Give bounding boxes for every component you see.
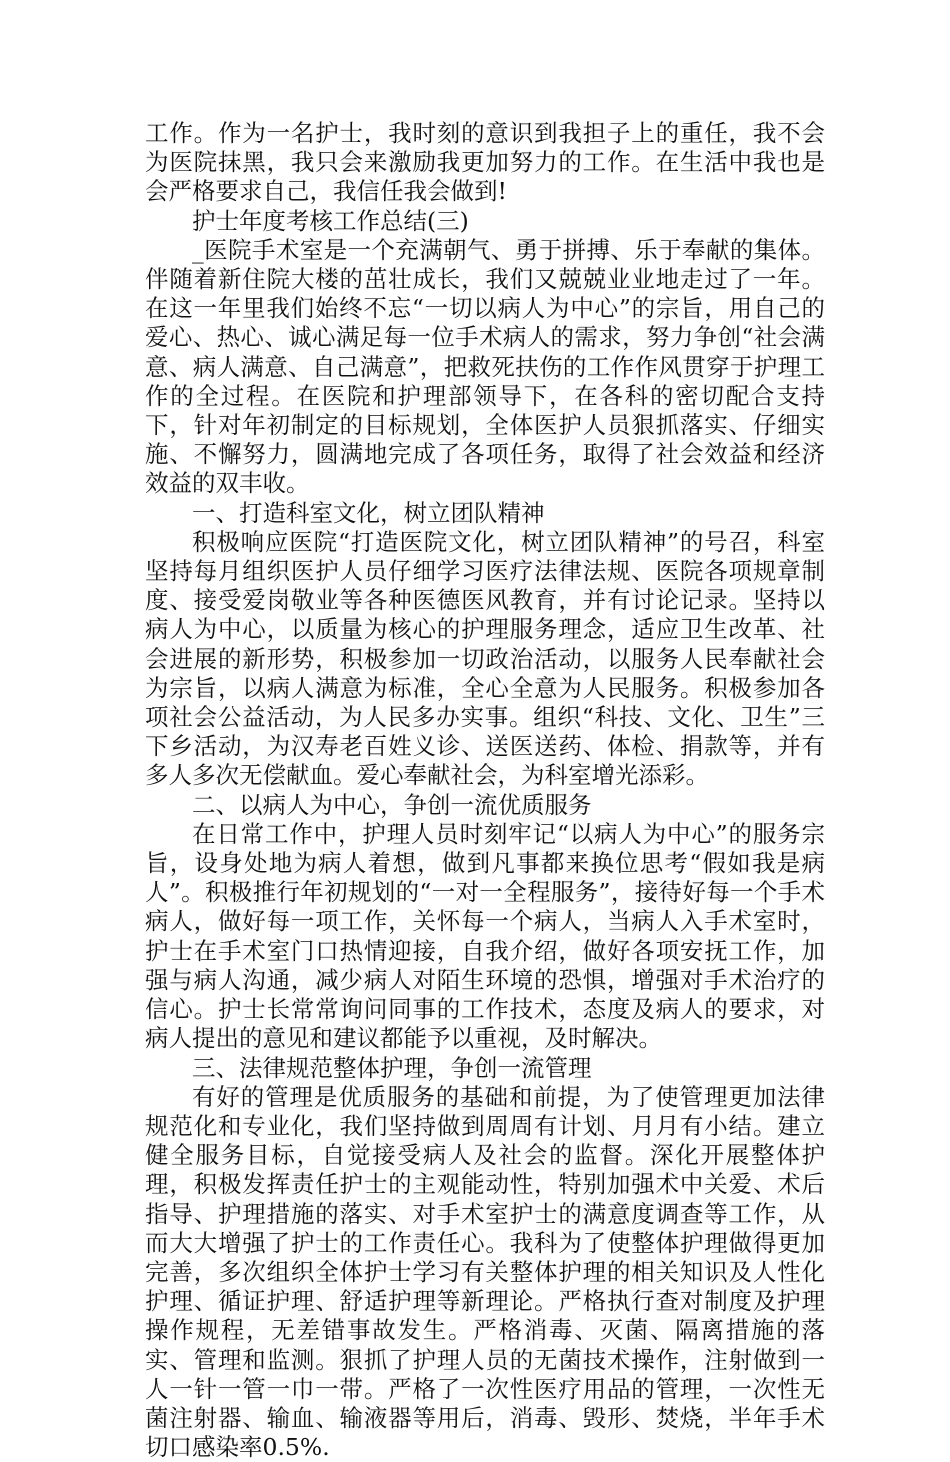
paragraph-section-1: 积极响应医院“打造医院文化，树立团队精神”的号召，科室坚持每月组织医护人员仔细学习医疗法律法规、医院各项规章制度、接受爱岗敬业等各种医德医风教育，并有讨论记录。坚持以病人为中心，以质量为核心的护理服务理念，适应卫生改革、社会进展的新形势，积极参加一切政治活动，以服务人民奉献社会为宗旨，以病人满意为标准，全心全意为人民服务。积极参加各项社会公益活动，为人民多办实事。组织“科技、文化、卫生”三下乡活动，为汉寿老百姓义诊、送医送药、体检、捐款等，并有多人多次无偿献血。爱心奉献社会，为科室增光添彩。 <box>145 527 825 790</box>
paragraph-continuation: 工作。作为一名护士，我时刻的意识到我担子上的重任，我不会为医院抹黑，我只会来激励我更加努力的工作。在生活中我也是会严格要求自己，我信任我会做到! <box>145 119 825 206</box>
section-heading-1: 一、打造科室文化，树立团队精神 <box>192 498 545 527</box>
paragraph-intro: _医院手术室是一个充满朝气、勇于拼搏、乐于奉献的集体。伴随着新住院大楼的茁壮成长，我们又兢兢业业地走过了一年。在这一年里我们始终不忘“一切以病人为中心”的宗旨，用自己的爱心、热心、诚心满足每一位手术病人的需求，努力争创“社会满意、病人满意、自己满意”，把救死扶伤的工作作风贯穿于护理工作的全过程。在医院和护理部领导下，在各科的密切配合支持下，针对年初制定的目标规划，全体医护人员狠抓落实、仔细实施、不懈努力，圆满地完成了各项任务，取得了社会效益和经济效益的双丰收。 <box>145 235 825 498</box>
paragraph-section-2: 在日常工作中，护理人员时刻牢记“以病人为中心”的服务宗旨，设身处地为病人着想，做到凡事都来换位思考“假如我是病人”。积极推行年初规划的“一对一全程服务”，接待好每一个手术病人，做好每一项工作，关怀每一个病人，当病人入手术室时，护士在手术室门口热情迎接，自我介绍，做好各项安抚工作，加强与病人沟通，减少病人对陌生环境的恐惧，增强对手术治疗的信心。护士长常常询问同事的工作技术，态度及病人的要求，对病人提出的意见和建议都能予以重视，及时解决。 <box>145 819 825 1053</box>
section-heading-2: 二、以病人为中心，争创一流优质服务 <box>192 790 592 819</box>
document-title: 护士年度考核工作总结(三) <box>192 206 469 235</box>
document-page <box>145 119 825 1462</box>
paragraph-section-3: 有好的管理是优质服务的基础和前提，为了使管理更加法律规范化和专业化，我们坚持做到周周有计划、月月有小结。建立健全服务目标，自觉接受病人及社会的监督。深化开展整体护理，积极发挥责任护士的主观能动性，特别加强术中关爱、术后指导、护理措施的落实、对手术室护士的满意度调查等工作，从而大大增强了护士的工作责任心。我科为了使整体护理做得更加完善，多次组织全体护士学习有关整体护理的相关知识及人性化护理、循证护理、舒适护理等新理论。严格执行查对制度及护理操作规程，无差错事故发生。严格消毒、灭菌、隔离措施的落实、管理和监测。狠抓了护理人员的无菌技术操作，注射做到一人一针一管一巾一带。严格了一次性医疗用品的管理，一次性无菌注射器、输血、输液器等用后，消毒、毁形、焚烧，半年手术切口感染率0.5%. <box>145 1082 825 1462</box>
section-heading-3: 三、法律规范整体护理，争创一流管理 <box>192 1053 592 1082</box>
